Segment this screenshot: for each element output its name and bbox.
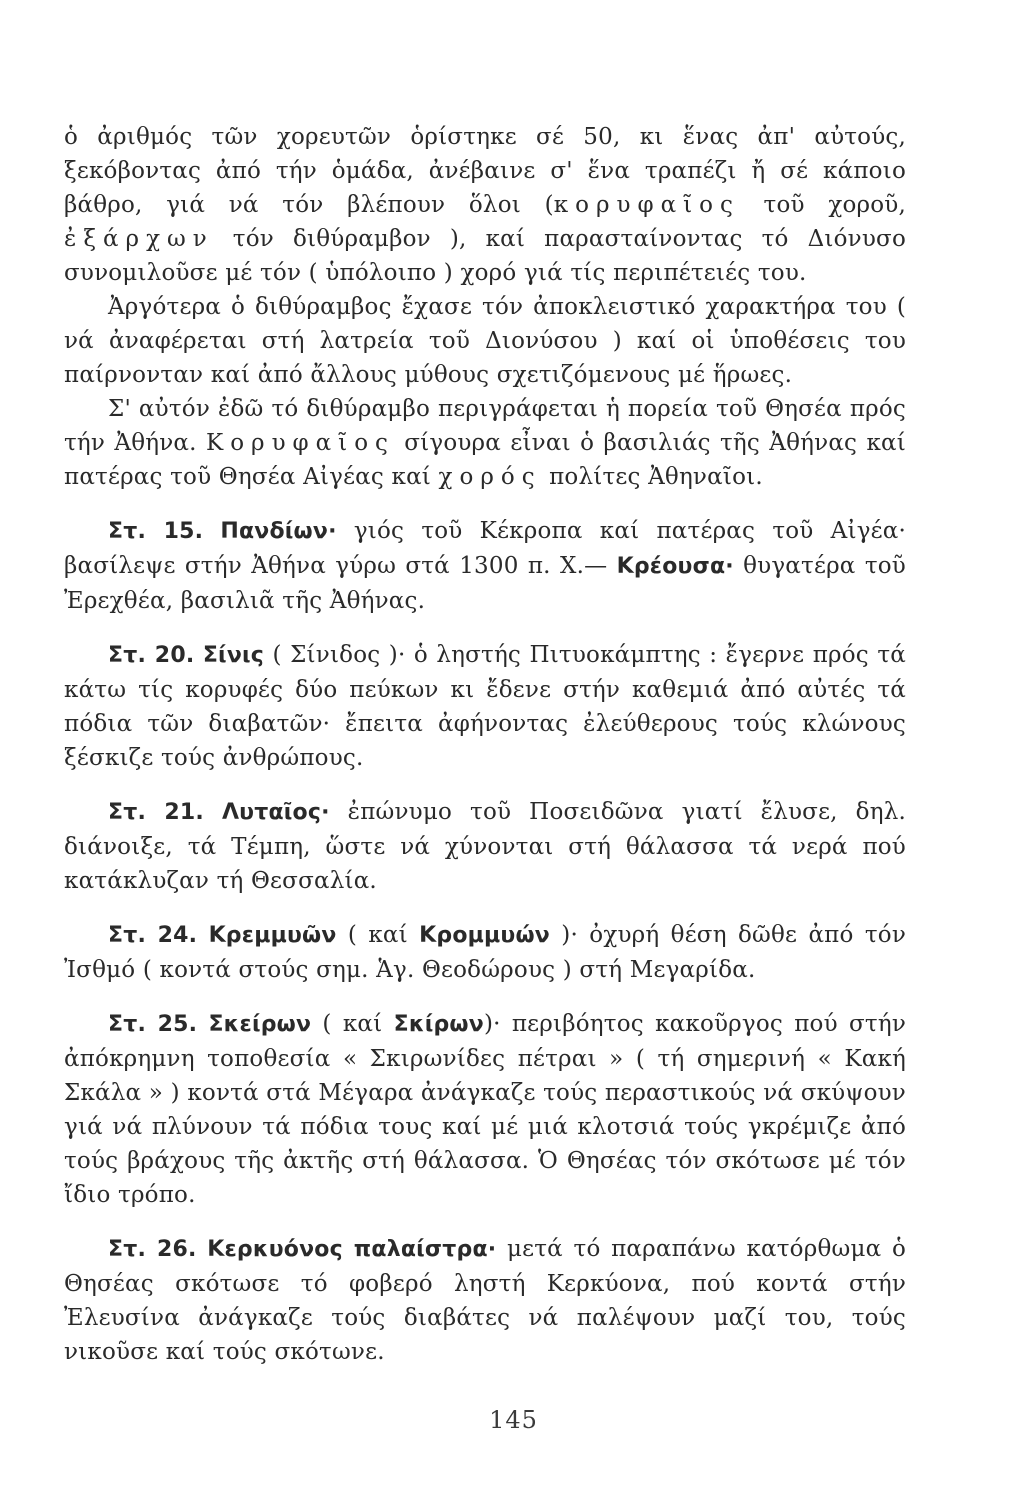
note-line-25: Στ. 25. Σκείρων ( καί Σκίρων)· περιβόητος κακοῦργος πού στήν ἀπόκρημνη τοποθεσία « Σκιρωνίδες πέτραι » ( τή σημερινή « Κακή Σκάλα » ) κοντά στά Μέγαρα ἀνάγκαζε τούς περαστικούς νά σκύψουν γιά νά πλύνουν τά πόδια τους καί μέ μιά κλοτσιά τούς γκρέμιζε ἀπό τούς βράχους τῆς ἀκτῆς στή θάλασσα. Ὁ Θησέας τόν σκότωσε μέ τόν ἴδιο τρόπο.: [64, 1011, 906, 1208]
intro-paragraph-1: ὁ ἀριθμός τῶν χορευτῶν ὁρίστηκε σέ 50, κι ἕνας ἀπ' αὐτούς, ξεκόβοντας ἀπό τήν ὁμάδα, ἀνέβαινε σ' ἕνα τραπέζι ἤ σέ κάποιο βάθρο, γιά νά τόν βλέπουν ὅλοι (κορυφαῖος τοῦ χοροῦ, ἐξάρχων τόν διθύραμβον ), καί παρασταίνοντας τό Διόνυσο συνομιλοῦσε μέ τόν ( ὑπόλοιπο ) χορό γιά τίς περιπέτειές του.: [64, 124, 907, 286]
note-line-26: Στ. 26. Κερκυόνος παλαίστρα· μετά τό παραπάνω κατόρθωμα ὁ Θησέας σκότωσε τό φοβερό ληστή Κερκύονα, πού κοντά στήν Ἐλευσίνα ἀνάγκαζε τούς διαβάτες νά παλέψουν μαζί του, τούς νικοῦσε καί τούς σκότωνε.: [64, 1236, 907, 1365]
note-line-24: Στ. 24. Κρεμμυῶν ( καί Κρομμυών )· ὀχυρή θέση δῶθε ἀπό τόν Ἰσθμό ( κοντά στούς σημ. Ἁγ. Θεοδώρους ) στή Μεγαρίδα.: [64, 922, 906, 983]
page-body: [64, 120, 906, 1369]
intro-paragraph-2: Ἀργότερα ὁ διθύραμβος ἔχασε τόν ἀποκλειστικό χαρακτήρα του ( νά ἀναφέρεται στή λατρεία τοῦ Διονύσου ) καί οἱ ὑποθέσεις του παίρνονταν καί ἀπό ἄλλους μύθους σχετιζόμενους μέ ἥρωες.: [64, 294, 906, 388]
intro-paragraph-3: Σ' αὐτόν ἐδῶ τό διθύραμβο περιγράφεται ἡ πορεία τοῦ Θησέα πρός τήν Ἀθήνα. Κορυφαῖος σίγουρα εἶναι ὁ βασιλιάς τῆς Ἀθήνας καί πατέρας τοῦ Θησέα Αἰγέας καί χορός πολίτες Ἀθηναῖοι.: [64, 396, 906, 490]
note-line-15: Στ. 15. Πανδίων· γιός τοῦ Κέκροπα καί πατέρας τοῦ Αἰγέα· βασίλεψε στήν Ἀθήνα γύρω στά 1300 π. Χ.— Κρέουσα· θυγατέρα τοῦ Ἐρεχθέα, βασιλιᾶ τῆς Ἀθήνας.: [64, 518, 906, 614]
note-line-21: Στ. 21. Λυταῖος· ἐπώνυμο τοῦ Ποσειδῶνα γιατί ἔλυσε, δηλ. διάνοιξε, τά Τέμπη, ὥστε νά χύνονται στή θάλασσα τά νερά πού κατάκλυζαν τή Θεσσαλία.: [64, 799, 906, 894]
page-number: 145: [489, 1406, 538, 1434]
note-line-20: Στ. 20. Σίνις ( Σίνιδος )· ὁ ληστής Πιτυοκάμπτης : ἔγερνε πρός τά κάτω τίς κορυφές δύο πεύκων κι ἔδενε στήν καθεμιά ἀπό αὐτές τά πόδια τῶν διαβατῶν· ἔπειτα ἀφήνοντας ἐλεύθερους τούς κλώνους ξέσκιζε τούς ἀνθρώπους.: [64, 642, 906, 771]
